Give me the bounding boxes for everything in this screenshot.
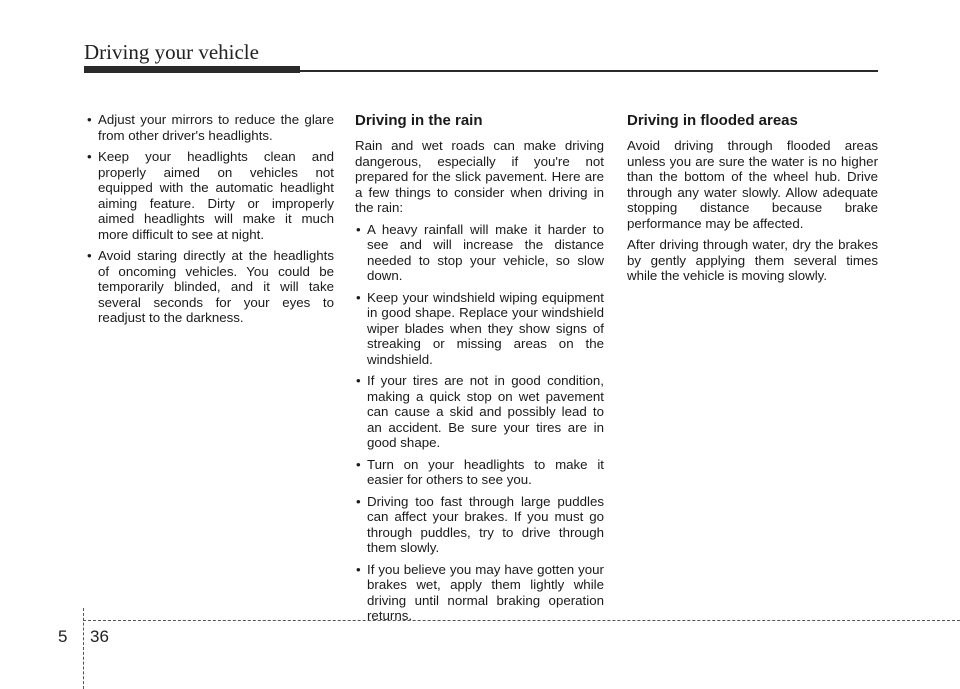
list-item: • Adjust your mirrors to reduce the glare from other driver's headlights. — [86, 112, 334, 143]
page-header-title: Driving your vehicle — [84, 40, 259, 64]
list-item: • If your tires are not in good condition, making a quick stop on wet pavement can cause a skid and possibly lead to an accident. Be sure your tires are in good shape. — [355, 373, 604, 451]
list-item: • Keep your headlights clean and properly aimed on vehicles not equipped with the automatic headlight aiming feature. Dirty or improperly aimed headlights will make it much more difficult to see at night. — [86, 149, 334, 242]
column-right — [627, 112, 878, 290]
column-left — [86, 112, 334, 332]
flood-paragraph-1: Avoid driving through flooded areas unless you are sure the water is no higher than the bottom of the wheel hub. Drive through any water slowly. Allow adequate stopping distance because brake performance may be affected. — [627, 138, 878, 231]
rain-intro: Rain and wet roads can make driving dangerous, especially if you're not prepared for the slick pavement. Here are a few things to consider when driving in the rain: — [355, 138, 604, 215]
header-rule-thin — [300, 70, 878, 72]
headlight-tips-list — [86, 112, 334, 326]
list-item: • A heavy rainfall will make it harder to see and will increase the distance needed to stop your vehicle, so slow down. — [355, 222, 604, 284]
rain-heading: Driving in the rain — [355, 112, 483, 129]
list-item: • Driving too fast through large puddles can affect your brakes. If you must go through puddles, try to drive through them slowly. — [355, 494, 604, 556]
chapter-number: 5 — [58, 627, 68, 646]
header-rule-thick — [84, 66, 300, 73]
list-item: • Avoid staring directly at the headlights of oncoming vehicles. You could be temporarily blinded, and it will take several seconds for your eyes to readjust to the darkness. — [86, 248, 334, 326]
list-item: • Turn on your headlights to make it easier for others to see you. — [355, 457, 604, 488]
flood-heading: Driving in flooded areas — [627, 112, 798, 129]
page-number: 36 — [90, 627, 109, 646]
footer-horizontal-rule — [83, 620, 960, 621]
column-middle — [355, 112, 604, 630]
list-item: • If you believe you may have gotten your brakes wet, apply them lightly while driving until normal braking operation returns. — [355, 562, 604, 624]
rain-tips-list — [355, 222, 604, 624]
list-item: • Keep your windshield wiping equipment in good shape. Replace your windshield wiper blades when they show signs of streaking or missing areas on the windshield. — [355, 290, 604, 368]
flood-paragraph-2: After driving through water, dry the brakes by gently applying them several times while the vehicle is moving slowly. — [627, 237, 878, 283]
